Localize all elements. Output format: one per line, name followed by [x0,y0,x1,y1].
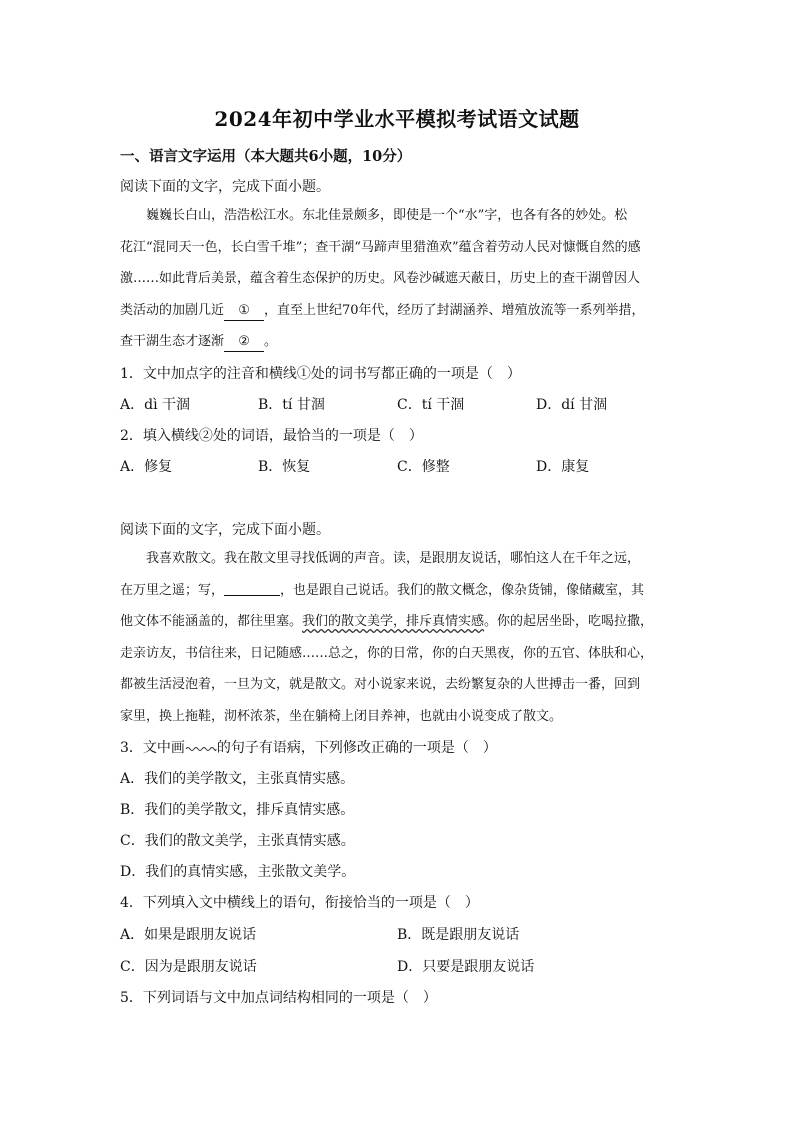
passage-2-line: 在万里之遥；写， ，也是跟自己说话。我们的散文概念，像杂货铺，像储藏室，其 [120,582,645,598]
q3-option-d[interactable]: D．我们的真情实感，主张散文美学。 [120,864,356,880]
q4-option-a[interactable]: A．如果是跟朋友说话 [120,927,257,943]
passage-1-line: 类活动的加剧几近 ① ，直至上世纪70年代，经历了封湖涵养、增殖放流等一系列举措， [120,295,680,327]
passage-2-line: 他文体不能涵盖的，都往里塞。我们的散文美学，排斥真情实感。你的起居坐卧，吃喝拉撒， [120,614,654,629]
question-1-stem: 1．文中加点字的注音和横线①处的词书写都正确的一项是（ ） [120,366,521,382]
page-title: 2024年初中学业水平模拟考试语文试题 [214,107,580,131]
passage-2-line: 走亲访友，书信往来，日记随感……总之，你的日常，你的白天黑夜，你的五官、体肤和心， [120,645,654,661]
passage-1-line: 激……如此背后美景，蕴含着生态保护的历史。风卷沙碱遮天蔽日，历史上的查干湖曾因人 [120,271,641,286]
q4-option-c[interactable]: C．因为是跟朋友说话 [120,959,257,975]
q2-option-a[interactable]: A．修复 [120,459,173,475]
section-heading: 一、语言文字运用（本大题共6小题，10分） [120,148,412,165]
reading-instruction-1: 阅读下面的文字，完成下面小题。 [120,179,330,195]
passage-2-line: 家里，换上拖鞋，沏杯浓茶，坐在躺椅上闭目养神，也就由小说变成了散文。 [120,708,563,724]
q3-option-c[interactable]: C．我们的散文美学，主张真情实感。 [120,833,355,849]
wavy-line-mark [185,742,217,752]
question-4-stem: 4．下列填入文中横线上的语句，衔接恰当的一项是（ ） [120,895,479,911]
blank-1: ① [224,302,264,321]
passage-1 [120,200,680,358]
q1-option-b[interactable]: B．tí 甘涸 [258,397,325,413]
passage-1-line: 花江“混同天一色，长白雪千堆”；查干湖“马蹄声里猎渔欢”蕴含着劳动人民对慷慨自然的感 [120,239,641,255]
passage-1-line: 巍巍长白山，浩浩松江水。东北佳景颇多，即使是一个“水”字，也各有各的妙处。松 [146,208,628,223]
q2-option-b[interactable]: B．恢复 [258,459,311,475]
question-3-stem: 3．文中画 的句子有语病，下列修改正确的一项是（ ） [120,740,497,756]
q4-option-b[interactable]: B．既是跟朋友说话 [397,927,520,943]
question-2-stem: 2．填入横线②处的词语，最恰当的一项是（ ） [120,428,423,444]
blank-2: ② [224,333,264,352]
q3-option-a[interactable]: A．我们的美学散文，主张真情实感。 [120,771,355,787]
q4-option-d[interactable]: D．只要是跟朋友说话 [397,959,535,975]
q1-option-a[interactable]: A．dì 干涸 [120,397,190,413]
question-5-stem: 5．下列词语与文中加点词结构相同的一项是（ ） [120,990,437,1006]
q1-option-c[interactable]: C．tí 干涸 [397,397,465,413]
q1-option-d[interactable]: D．dí 甘涸 [536,397,608,413]
q2-option-d[interactable]: D．康复 [536,459,590,475]
passage-2-line: 都被生活浸泡着，一旦为文，就是散文。对小说家来说，去纷繁复杂的人世搏击一番，回到 [120,677,641,692]
reading-instruction-2: 阅读下面的文字，完成下面小题。 [120,522,330,538]
passage-2 [120,543,680,732]
passage-1-line: 查干湖生态才逐渐 ② 。 [120,326,680,358]
fill-blank [224,581,280,596]
q2-option-c[interactable]: C．修整 [397,459,450,475]
passage-2-line: 我喜欢散文。我在散文里寻找低调的声音。读，是跟朋友说话，哪怕这人在千年之远， [146,551,641,566]
wavy-underlined-sentence: 我们的散文美学，排斥真情实感 [302,614,485,629]
q3-option-b[interactable]: B．我们的美学散文，排斥真情实感。 [120,802,355,818]
